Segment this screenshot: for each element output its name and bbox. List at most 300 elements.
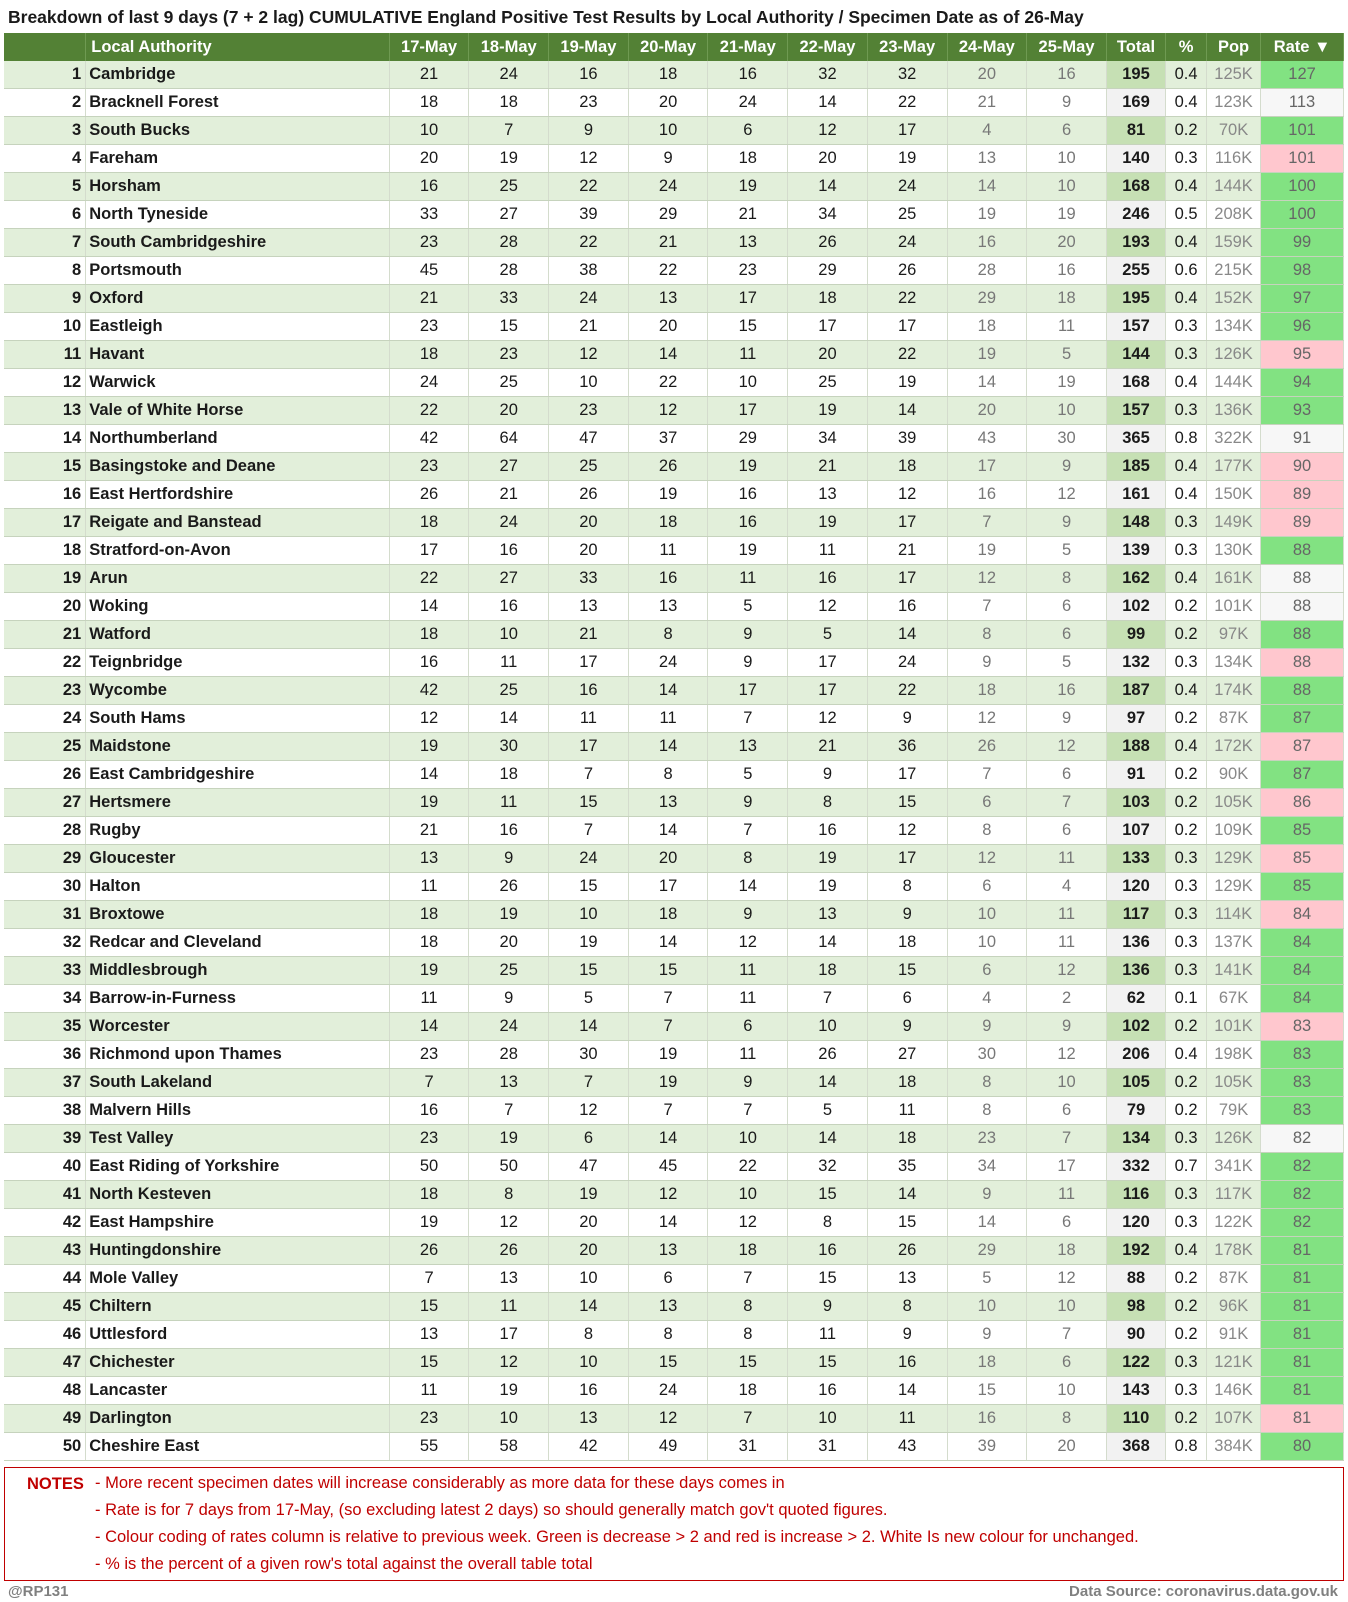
cell-25-may: 5 <box>1027 537 1107 565</box>
table-row[interactable] <box>4 873 1344 901</box>
cell-pop: 97K <box>1206 621 1260 649</box>
cell-25-may: 16 <box>1027 257 1107 285</box>
cell-rate: 89 <box>1261 509 1344 537</box>
cell-21-may: 16 <box>708 481 788 509</box>
cell-18-may: 10 <box>469 621 549 649</box>
cell-19-may: 10 <box>549 901 629 929</box>
cell-percent: 0.3 <box>1166 341 1207 369</box>
cell-pop: 150K <box>1206 481 1260 509</box>
column-header-25-may[interactable]: 25-May <box>1027 33 1107 61</box>
column-header-rate-sorted[interactable]: Rate ▼ <box>1261 33 1344 61</box>
cell-18-may: 28 <box>469 229 549 257</box>
cell-19-may: 7 <box>549 817 629 845</box>
cell-23-may: 26 <box>867 1237 947 1265</box>
cell-local-authority: Basingstoke and Deane <box>86 453 389 481</box>
cell-rank: 8 <box>4 257 86 285</box>
cell-19-may: 9 <box>549 117 629 145</box>
cell-percent: 0.1 <box>1166 985 1207 1013</box>
cell-rank: 7 <box>4 229 86 257</box>
cell-20-may: 9 <box>628 145 708 173</box>
cell-pop: 134K <box>1206 313 1260 341</box>
table-row[interactable] <box>4 313 1344 341</box>
cell-percent: 0.3 <box>1166 873 1207 901</box>
table-row[interactable] <box>4 565 1344 593</box>
cell-pop: 105K <box>1206 1069 1260 1097</box>
cell-22-may: 21 <box>788 733 868 761</box>
cell-22-may: 12 <box>788 117 868 145</box>
cell-24-may: 20 <box>947 61 1027 89</box>
cell-23-may: 17 <box>867 313 947 341</box>
cell-24-may: 16 <box>947 1405 1027 1433</box>
table-row[interactable] <box>4 1293 1344 1321</box>
cell-rank: 38 <box>4 1097 86 1125</box>
cell-local-authority: Broxtowe <box>86 901 389 929</box>
cell-25-may: 11 <box>1027 929 1107 957</box>
cell-local-authority: Cheshire East <box>86 1433 389 1461</box>
cell-19-may: 20 <box>549 1209 629 1237</box>
cell-23-may: 24 <box>867 649 947 677</box>
cell-pop: 121K <box>1206 1349 1260 1377</box>
cell-17-may: 45 <box>389 257 469 285</box>
table-row[interactable] <box>4 509 1344 537</box>
cell-20-may: 14 <box>628 929 708 957</box>
cell-local-authority: Maidstone <box>86 733 389 761</box>
table-row[interactable] <box>4 677 1344 705</box>
cell-23-may: 9 <box>867 1321 947 1349</box>
cell-rate: 88 <box>1261 593 1344 621</box>
table-row[interactable] <box>4 761 1344 789</box>
table-row[interactable] <box>4 649 1344 677</box>
table-row[interactable] <box>4 705 1344 733</box>
author-handle: @RP131 <box>8 1583 69 1600</box>
cell-18-may: 27 <box>469 453 549 481</box>
cell-24-may: 18 <box>947 677 1027 705</box>
cell-22-may: 14 <box>788 89 868 117</box>
cell-18-may: 33 <box>469 285 549 313</box>
cell-rank: 30 <box>4 873 86 901</box>
cell-18-may: 13 <box>469 1265 549 1293</box>
cell-25-may: 20 <box>1027 229 1107 257</box>
cell-21-may: 11 <box>708 565 788 593</box>
cell-23-may: 18 <box>867 1069 947 1097</box>
cell-22-may: 15 <box>788 1181 868 1209</box>
table-row[interactable] <box>4 817 1344 845</box>
cell-18-may: 23 <box>469 341 549 369</box>
cell-20-may: 26 <box>628 453 708 481</box>
cell-rate: 89 <box>1261 481 1344 509</box>
cell-pop: 79K <box>1206 1097 1260 1125</box>
cell-rate: 84 <box>1261 901 1344 929</box>
cell-total: 122 <box>1106 1349 1165 1377</box>
cell-rank: 28 <box>4 817 86 845</box>
cell-24-may: 5 <box>947 1265 1027 1293</box>
column-header-19-may[interactable]: 19-May <box>549 33 629 61</box>
table-row[interactable] <box>4 1237 1344 1265</box>
cell-18-may: 28 <box>469 1041 549 1069</box>
cell-total: 368 <box>1106 1433 1165 1461</box>
cell-20-may: 13 <box>628 593 708 621</box>
cell-20-may: 19 <box>628 481 708 509</box>
cell-22-may: 7 <box>788 985 868 1013</box>
cell-pop: 129K <box>1206 845 1260 873</box>
cell-percent: 0.4 <box>1166 89 1207 117</box>
cell-23-may: 6 <box>867 985 947 1013</box>
cell-25-may: 11 <box>1027 845 1107 873</box>
cell-percent: 0.2 <box>1166 1321 1207 1349</box>
cell-19-may: 12 <box>549 145 629 173</box>
cell-18-may: 20 <box>469 929 549 957</box>
cell-percent: 0.3 <box>1166 509 1207 537</box>
table-row[interactable] <box>4 537 1344 565</box>
cell-rate: 81 <box>1261 1349 1344 1377</box>
cell-local-authority: South Hams <box>86 705 389 733</box>
cell-total: 132 <box>1106 649 1165 677</box>
cell-percent: 0.7 <box>1166 1153 1207 1181</box>
cell-percent: 0.3 <box>1166 929 1207 957</box>
table-row[interactable] <box>4 1069 1344 1097</box>
cell-total: 157 <box>1106 397 1165 425</box>
cell-18-may: 11 <box>469 1293 549 1321</box>
cell-pop: 149K <box>1206 509 1260 537</box>
cell-local-authority: North Tyneside <box>86 201 389 229</box>
cell-rank: 16 <box>4 481 86 509</box>
cell-20-may: 14 <box>628 733 708 761</box>
cell-local-authority: East Cambridgeshire <box>86 761 389 789</box>
cell-pop: 114K <box>1206 901 1260 929</box>
cell-total: 193 <box>1106 229 1165 257</box>
cell-21-may: 16 <box>708 509 788 537</box>
cell-pop: 70K <box>1206 117 1260 145</box>
cell-20-may: 15 <box>628 957 708 985</box>
table-row[interactable] <box>4 789 1344 817</box>
column-header-local-authority[interactable]: Local Authority <box>86 33 389 61</box>
cell-17-may: 33 <box>389 201 469 229</box>
cell-19-may: 10 <box>549 1349 629 1377</box>
table-row[interactable] <box>4 957 1344 985</box>
table-row[interactable] <box>4 901 1344 929</box>
table-row[interactable] <box>4 1209 1344 1237</box>
cell-local-authority: Bracknell Forest <box>86 89 389 117</box>
cell-21-may: 12 <box>708 929 788 957</box>
cell-19-may: 47 <box>549 1153 629 1181</box>
table-row[interactable] <box>4 1377 1344 1405</box>
column-header-pop[interactable]: Pop <box>1206 33 1260 61</box>
cell-20-may: 14 <box>628 1209 708 1237</box>
cell-rate: 113 <box>1261 89 1344 117</box>
cell-21-may: 13 <box>708 733 788 761</box>
cell-25-may: 11 <box>1027 901 1107 929</box>
cell-18-may: 26 <box>469 1237 549 1265</box>
cell-total: 139 <box>1106 537 1165 565</box>
cell-21-may: 13 <box>708 229 788 257</box>
cell-22-may: 21 <box>788 453 868 481</box>
cell-18-may: 50 <box>469 1153 549 1181</box>
table-row[interactable] <box>4 593 1344 621</box>
cell-23-may: 16 <box>867 1349 947 1377</box>
cell-22-may: 19 <box>788 873 868 901</box>
table-row[interactable] <box>4 929 1344 957</box>
table-row[interactable] <box>4 229 1344 257</box>
cell-rank: 9 <box>4 285 86 313</box>
cell-19-may: 47 <box>549 425 629 453</box>
cell-24-may: 18 <box>947 313 1027 341</box>
cell-rank: 43 <box>4 1237 86 1265</box>
column-header-18-may[interactable]: 18-May <box>469 33 549 61</box>
cell-pop: 91K <box>1206 1321 1260 1349</box>
cell-total: 102 <box>1106 1013 1165 1041</box>
cell-20-may: 14 <box>628 1125 708 1153</box>
cell-21-may: 9 <box>708 649 788 677</box>
cell-local-authority: Watford <box>86 621 389 649</box>
cell-24-may: 21 <box>947 89 1027 117</box>
column-header-22-may[interactable]: 22-May <box>788 33 868 61</box>
cell-total: 99 <box>1106 621 1165 649</box>
cell-pop: 122K <box>1206 1209 1260 1237</box>
column-header-percent[interactable]: % <box>1166 33 1207 61</box>
cell-rate: 85 <box>1261 845 1344 873</box>
cell-local-authority: Stratford-on-Avon <box>86 537 389 565</box>
cell-percent: 0.4 <box>1166 481 1207 509</box>
cell-18-may: 16 <box>469 537 549 565</box>
cell-23-may: 16 <box>867 593 947 621</box>
table-row[interactable] <box>4 1013 1344 1041</box>
cell-22-may: 34 <box>788 425 868 453</box>
cell-rate: 85 <box>1261 817 1344 845</box>
cell-20-may: 13 <box>628 1237 708 1265</box>
cell-17-may: 19 <box>389 733 469 761</box>
cell-rate: 84 <box>1261 957 1344 985</box>
cell-18-may: 11 <box>469 649 549 677</box>
cell-23-may: 15 <box>867 1209 947 1237</box>
cell-25-may: 11 <box>1027 1181 1107 1209</box>
cell-rate: 88 <box>1261 677 1344 705</box>
cell-total: 110 <box>1106 1405 1165 1433</box>
cell-rate: 93 <box>1261 397 1344 425</box>
cell-22-may: 5 <box>788 621 868 649</box>
cell-25-may: 6 <box>1027 593 1107 621</box>
cell-rate: 101 <box>1261 117 1344 145</box>
cell-24-may: 7 <box>947 761 1027 789</box>
table-row[interactable] <box>4 257 1344 285</box>
cell-19-may: 33 <box>549 565 629 593</box>
cell-local-authority: Oxford <box>86 285 389 313</box>
cell-20-may: 20 <box>628 89 708 117</box>
cell-20-may: 10 <box>628 117 708 145</box>
cell-21-may: 10 <box>708 1181 788 1209</box>
cell-rank: 6 <box>4 201 86 229</box>
cell-total: 103 <box>1106 789 1165 817</box>
cell-percent: 0.2 <box>1166 593 1207 621</box>
cell-rate: 127 <box>1261 61 1344 89</box>
cell-percent: 0.3 <box>1166 1209 1207 1237</box>
cell-pop: 208K <box>1206 201 1260 229</box>
column-header-total[interactable]: Total <box>1106 33 1165 61</box>
cell-21-may: 22 <box>708 1153 788 1181</box>
cell-19-may: 21 <box>549 313 629 341</box>
table-row[interactable] <box>4 1181 1344 1209</box>
cell-19-may: 19 <box>549 1181 629 1209</box>
cell-rank: 49 <box>4 1405 86 1433</box>
cell-23-may: 32 <box>867 61 947 89</box>
table-row[interactable] <box>4 453 1344 481</box>
cell-23-may: 9 <box>867 901 947 929</box>
cell-21-may: 9 <box>708 901 788 929</box>
cell-percent: 0.2 <box>1166 1069 1207 1097</box>
table-body <box>4 61 1344 1461</box>
cell-20-may: 37 <box>628 425 708 453</box>
page-title: Breakdown of last 9 days (7 + 2 lag) CUMULATIVE England Positive Test Results by Local Authority / Specimen Date as of 26-May <box>8 7 1084 27</box>
column-header-24-may[interactable]: 24-May <box>947 33 1027 61</box>
table-row[interactable] <box>4 1433 1344 1461</box>
cell-18-may: 13 <box>469 1069 549 1097</box>
cell-local-authority: Wycombe <box>86 677 389 705</box>
cell-21-may: 15 <box>708 313 788 341</box>
cell-rank: 47 <box>4 1349 86 1377</box>
table-row[interactable] <box>4 285 1344 313</box>
table-row[interactable] <box>4 117 1344 145</box>
cell-total: 192 <box>1106 1237 1165 1265</box>
cell-21-may: 7 <box>708 817 788 845</box>
table-row[interactable] <box>4 1265 1344 1293</box>
cell-19-may: 12 <box>549 341 629 369</box>
cell-20-may: 7 <box>628 985 708 1013</box>
cell-pop: 159K <box>1206 229 1260 257</box>
cell-21-may: 18 <box>708 1377 788 1405</box>
cell-total: 195 <box>1106 61 1165 89</box>
cell-25-may: 6 <box>1027 761 1107 789</box>
table-row[interactable] <box>4 369 1344 397</box>
cell-18-may: 24 <box>469 61 549 89</box>
cell-22-may: 10 <box>788 1013 868 1041</box>
table-row[interactable] <box>4 1153 1344 1181</box>
cell-rate: 81 <box>1261 1405 1344 1433</box>
cell-23-may: 17 <box>867 761 947 789</box>
cell-17-may: 23 <box>389 229 469 257</box>
cell-rank: 1 <box>4 61 86 89</box>
cell-24-may: 39 <box>947 1433 1027 1461</box>
cell-18-may: 12 <box>469 1209 549 1237</box>
cell-percent: 0.2 <box>1166 705 1207 733</box>
table-row[interactable] <box>4 1349 1344 1377</box>
cell-percent: 0.3 <box>1166 537 1207 565</box>
cell-rank: 39 <box>4 1125 86 1153</box>
cell-percent: 0.2 <box>1166 1293 1207 1321</box>
cell-total: 136 <box>1106 929 1165 957</box>
cell-pop: 178K <box>1206 1237 1260 1265</box>
table-row[interactable] <box>4 425 1344 453</box>
cell-21-may: 19 <box>708 173 788 201</box>
cell-pop: 96K <box>1206 1293 1260 1321</box>
table-row[interactable] <box>4 397 1344 425</box>
cell-24-may: 10 <box>947 901 1027 929</box>
column-header-17-may[interactable]: 17-May <box>389 33 469 61</box>
cell-24-may: 23 <box>947 1125 1027 1153</box>
cell-17-may: 23 <box>389 313 469 341</box>
table-row[interactable] <box>4 1125 1344 1153</box>
table-row[interactable] <box>4 1321 1344 1349</box>
cell-rank: 5 <box>4 173 86 201</box>
cell-pop: 90K <box>1206 761 1260 789</box>
cell-pop: 130K <box>1206 537 1260 565</box>
cell-25-may: 10 <box>1027 397 1107 425</box>
cell-20-may: 22 <box>628 257 708 285</box>
table-row[interactable] <box>4 61 1344 89</box>
table-row[interactable] <box>4 481 1344 509</box>
cell-21-may: 8 <box>708 1321 788 1349</box>
table-row[interactable] <box>4 1405 1344 1433</box>
cell-percent: 0.4 <box>1166 1041 1207 1069</box>
cell-23-may: 17 <box>867 117 947 145</box>
cell-20-may: 21 <box>628 229 708 257</box>
cell-21-may: 14 <box>708 873 788 901</box>
cell-local-authority: Teignbridge <box>86 649 389 677</box>
cell-local-authority: Lancaster <box>86 1377 389 1405</box>
cell-24-may: 43 <box>947 425 1027 453</box>
cell-18-may: 7 <box>469 117 549 145</box>
cell-total: 169 <box>1106 89 1165 117</box>
cell-pop: 161K <box>1206 565 1260 593</box>
table-row[interactable] <box>4 733 1344 761</box>
cell-24-may: 15 <box>947 1377 1027 1405</box>
cell-24-may: 16 <box>947 229 1027 257</box>
table-row[interactable] <box>4 341 1344 369</box>
column-header-21-may[interactable]: 21-May <box>708 33 788 61</box>
column-header-20-may[interactable]: 20-May <box>628 33 708 61</box>
table-row[interactable] <box>4 173 1344 201</box>
cell-22-may: 14 <box>788 1125 868 1153</box>
cell-25-may: 19 <box>1027 201 1107 229</box>
cell-18-may: 18 <box>469 761 549 789</box>
cell-local-authority: Reigate and Banstead <box>86 509 389 537</box>
cell-18-may: 25 <box>469 957 549 985</box>
table-row[interactable] <box>4 89 1344 117</box>
table-row[interactable] <box>4 1097 1344 1125</box>
cell-total: 91 <box>1106 761 1165 789</box>
table-row[interactable] <box>4 621 1344 649</box>
cell-local-authority: Test Valley <box>86 1125 389 1153</box>
cell-rank: 50 <box>4 1433 86 1461</box>
table-row[interactable] <box>4 985 1344 1013</box>
table-row[interactable] <box>4 1041 1344 1069</box>
cell-total: 134 <box>1106 1125 1165 1153</box>
cell-pop: 152K <box>1206 285 1260 313</box>
cell-17-may: 23 <box>389 453 469 481</box>
table-row[interactable] <box>4 201 1344 229</box>
cell-17-may: 22 <box>389 565 469 593</box>
table-row[interactable] <box>4 145 1344 173</box>
cell-percent: 0.4 <box>1166 369 1207 397</box>
cell-22-may: 29 <box>788 257 868 285</box>
cell-local-authority: Havant <box>86 341 389 369</box>
cell-rank: 34 <box>4 985 86 1013</box>
cell-percent: 0.4 <box>1166 285 1207 313</box>
cell-rate: 98 <box>1261 257 1344 285</box>
cell-24-may: 29 <box>947 285 1027 313</box>
cell-20-may: 49 <box>628 1433 708 1461</box>
cell-25-may: 7 <box>1027 789 1107 817</box>
cell-22-may: 20 <box>788 341 868 369</box>
cell-24-may: 10 <box>947 1293 1027 1321</box>
cell-21-may: 31 <box>708 1433 788 1461</box>
cell-25-may: 16 <box>1027 677 1107 705</box>
table-row[interactable] <box>4 845 1344 873</box>
cell-local-authority: South Cambridgeshire <box>86 229 389 257</box>
cell-local-authority: Hertsmere <box>86 789 389 817</box>
cell-17-may: 16 <box>389 173 469 201</box>
cell-20-may: 13 <box>628 1293 708 1321</box>
cell-rate: 88 <box>1261 649 1344 677</box>
column-header-23-may[interactable]: 23-May <box>867 33 947 61</box>
